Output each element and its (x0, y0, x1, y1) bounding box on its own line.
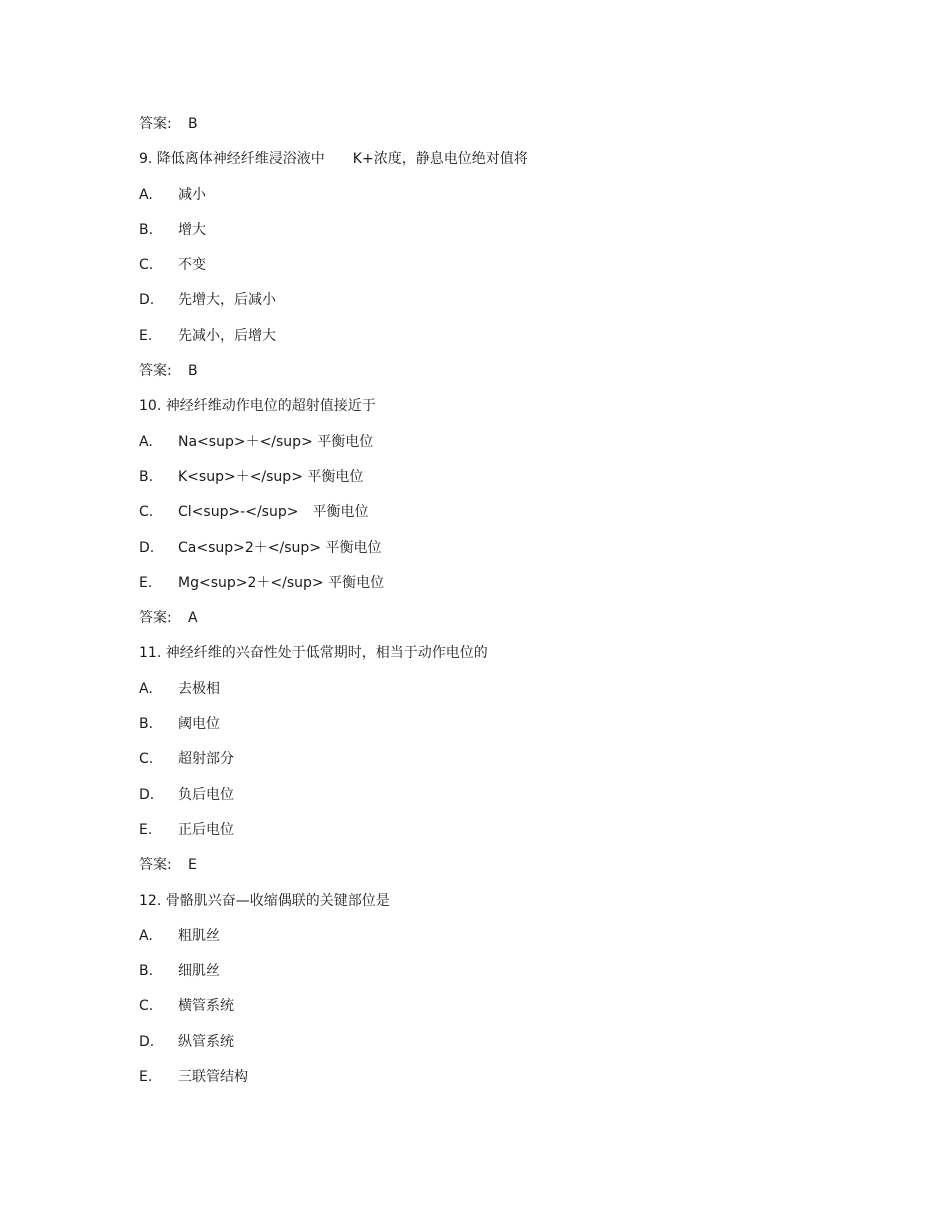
option-letter: A. (139, 680, 153, 697)
answer-label: 答案: (139, 610, 172, 627)
option-line (139, 220, 899, 255)
answer-line (139, 608, 899, 643)
answer-value: B (188, 116, 198, 132)
option-letter: C. (139, 751, 154, 768)
option-letter: A. (139, 186, 153, 203)
option-letter: C. (139, 998, 154, 1015)
document-page (139, 114, 899, 1102)
option-text: K<sup>＋</sup> 平衡电位 (178, 468, 364, 485)
option-line (139, 961, 899, 996)
option-line (139, 467, 899, 502)
answer-label: 答案: (139, 116, 172, 132)
option-line (139, 290, 899, 325)
option-letter: B. (139, 963, 154, 980)
option-line (139, 749, 899, 784)
option-text: 阈电位 (178, 716, 220, 733)
question-text: 10. 神经纤维动作电位的超射值接近于 (139, 398, 376, 415)
option-text: 纵管系统 (178, 1033, 234, 1050)
option-text: 增大 (178, 221, 206, 238)
option-text: Cl<sup>-</sup> 平衡电位 (178, 504, 369, 521)
option-text: 超射部分 (178, 751, 234, 768)
option-text: 去极相 (178, 680, 220, 697)
option-line (139, 185, 899, 220)
option-text: Na<sup>＋</sup> 平衡电位 (178, 433, 374, 450)
answer-line (139, 361, 899, 396)
option-line (139, 432, 899, 467)
option-line (139, 326, 899, 361)
question-text: 12. 骨骼肌兴奋—收缩偶联的关键部位是 (139, 892, 390, 909)
option-line (139, 679, 899, 714)
answer-value: A (188, 610, 198, 627)
option-text: Ca<sup>2＋</sup> 平衡电位 (178, 539, 382, 556)
option-text: 细肌丝 (178, 963, 220, 980)
option-line (139, 714, 899, 749)
answer-value: B (188, 363, 198, 380)
option-line (139, 820, 899, 855)
option-line (139, 996, 899, 1031)
option-text: 先减小，后增大 (178, 327, 276, 344)
option-line (139, 573, 899, 608)
option-text: 三联管结构 (178, 1069, 248, 1086)
option-line (139, 1032, 899, 1067)
option-line (139, 1067, 899, 1102)
option-letter: A. (139, 433, 153, 450)
option-text: 正后电位 (178, 821, 234, 838)
option-letter: D. (139, 539, 155, 556)
answer-line (139, 855, 899, 890)
option-text: 先增大，后减小 (178, 292, 276, 309)
option-text: 负后电位 (178, 786, 234, 803)
option-letter: D. (139, 1033, 155, 1050)
question-text: 9. 降低离体神经纤维浸浴液中 K+浓度，静息电位绝对值将 (139, 151, 528, 168)
option-letter: A. (139, 927, 153, 944)
option-text: Mg<sup>2＋</sup> 平衡电位 (178, 574, 385, 591)
option-letter: B. (139, 716, 154, 733)
option-letter: C. (139, 504, 154, 521)
answer-label: 答案: (139, 363, 172, 380)
option-text: 不变 (178, 257, 206, 274)
option-letter: E. (139, 1069, 153, 1086)
option-letter: E. (139, 327, 153, 344)
answer-line (139, 114, 899, 149)
option-letter: D. (139, 292, 155, 309)
question-text: 11. 神经纤维的兴奋性处于低常期时，相当于动作电位的 (139, 645, 488, 662)
option-text: 减小 (178, 186, 206, 203)
option-line (139, 255, 899, 290)
option-text: 横管系统 (178, 998, 234, 1015)
answer-label: 答案: (139, 857, 172, 874)
option-letter: D. (139, 786, 155, 803)
option-line (139, 502, 899, 537)
option-letter: E. (139, 574, 153, 591)
option-line (139, 785, 899, 820)
option-letter: B. (139, 221, 154, 238)
option-letter: B. (139, 468, 154, 485)
answer-value: E (188, 857, 197, 874)
option-line (139, 926, 899, 961)
option-text: 粗肌丝 (178, 927, 220, 944)
option-line (139, 538, 899, 573)
option-letter: E. (139, 821, 153, 838)
option-letter: C. (139, 257, 154, 274)
